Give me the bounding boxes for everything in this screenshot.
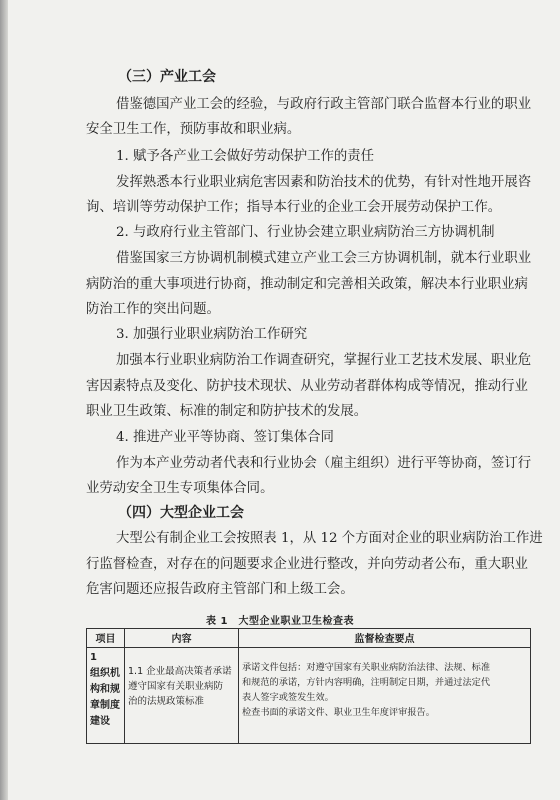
item4-title: 4. 推进产业平等协商、签订集体合同 [116,430,334,445]
content-line3: 治的法规政策标准 [128,696,205,707]
cell-check-points [239,648,531,744]
item-number: 1 [90,652,97,663]
item4-line2: 业劳动安全卫生专项集体合同。 [86,481,274,496]
table-caption: 表 1 大型企业职业卫生检查表 [206,616,354,627]
item1-line1: 发挥熟悉本行业职业病危害因素和防治技术的优势，有针对性地开展咨 [116,175,532,190]
item-name-line4: 建设 [90,716,110,727]
item-name-line3: 章制度 [90,700,120,711]
table-row [87,648,531,744]
cell-item [87,648,125,744]
item3-title: 3. 加强行业职业病防治工作研究 [116,327,308,342]
item-name-line1: 组织机 [90,668,120,679]
section4-line3: 危害问题还应报告政府主管部门和上级工会。 [86,582,354,597]
content-line2: 遵守国家有关职业病防 [128,681,224,692]
item3-line3: 职业卫生政策、标准的制定和防护技术的发展。 [86,404,368,419]
header-check-points: 监督检查要点 [239,629,531,648]
check-line3: 表人签字或签发生效。 [242,692,334,703]
section4-line1: 大型公有制企业工会按照表 1，从 12 个方面对企业的职业病防治工作进 [116,531,543,546]
item1-title: 1. 赋予各产业工会做好劳动保护工作的责任 [116,149,375,164]
check-line2: 和规范的承诺，方针内容明确，注明制定日期，并通过法定代 [242,677,491,688]
item2-line2: 病防治的重大事项进行协商，推动制定和完善相关政策，解决本行业职业病 [86,277,528,292]
check-line1: 承诺文件包括：对遵守国家有关职业病防治法律、法规、标准 [242,662,491,673]
section3-intro-line1: 借鉴德国产业工会的经验，与政府行政主管部门联合监督本行业的职业 [116,97,532,112]
item4-line1: 作为本产业劳动者代表和行业协会（雇主组织）进行平等协商，签订行 [116,456,532,471]
item-name-line2: 构和规 [90,684,120,695]
cell-content [125,648,239,744]
section4-line2: 行监督检查，对存在的问题要求企业进行整改，并向劳动者公布，重大职业 [86,557,528,572]
item2-line3: 防治工作的突出问题。 [86,302,220,317]
item1-line2: 询、培训等劳动保护工作；指导本行业的企业工会开展劳动保护工作。 [86,200,502,215]
section4-heading: （四）大型企业工会 [118,505,244,521]
item2-line1: 借鉴国家三方协调机制模式建立产业工会三方协调机制，就本行业职业 [116,251,532,266]
item3-line2: 害因素特点及变化、防护技术现状、从业劳动者群体构成等情况，推动行业 [86,379,528,394]
content-line1: 1.1 企业最高决策者承诺 [128,666,232,677]
item2-title: 2. 与政府行业主管部门、行业协会建立职业病防治三方协调机制 [116,225,495,240]
header-item: 项目 [87,629,125,648]
table-header-row [87,629,531,648]
section3-intro-line2: 安全卫生工作，预防事故和职业病。 [86,122,301,137]
header-content: 内容 [125,629,239,648]
inspection-table [86,628,531,744]
section3-heading: （三）产业工会 [118,69,216,85]
check-line4: 检查书面的承诺文件、职业卫生年度评审报告。 [242,707,435,718]
item3-line1: 加强本行业职业病防治工作调查研究，掌握行业工艺技术发展、职业危 [116,353,532,368]
